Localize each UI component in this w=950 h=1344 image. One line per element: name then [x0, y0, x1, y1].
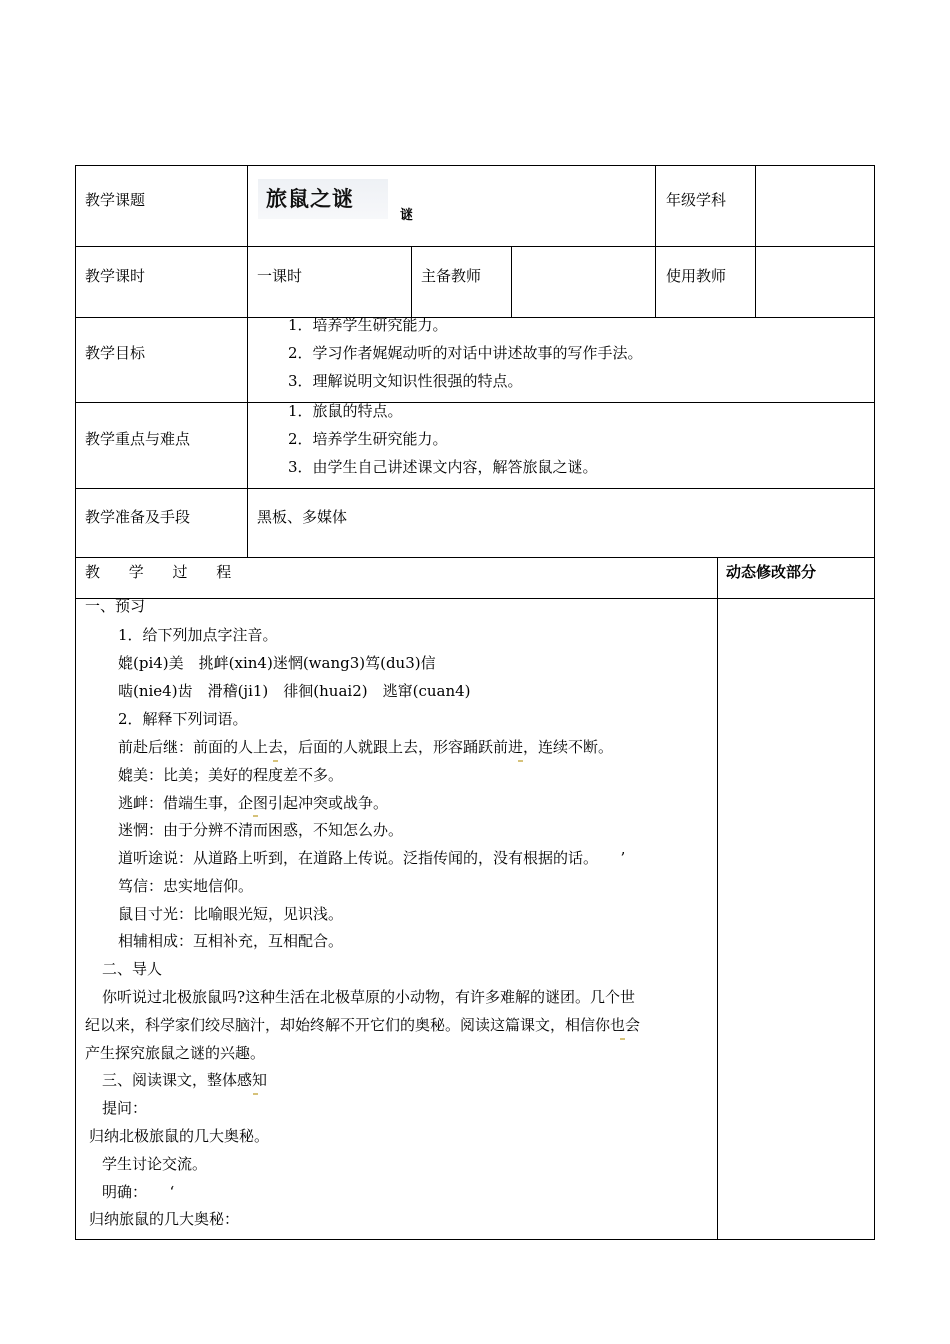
process-line: 逃衅：借端生事，企图引起冲突或战争。 [118, 794, 389, 812]
emphasis-mark [620, 1038, 625, 1040]
row-divider [75, 488, 875, 489]
key-point-item: 1．旅鼠的特点。 [288, 402, 403, 420]
process-line: 道听途说：从道路上听到，在道路上传说。泛指传闻的，没有根据的话。 ’ [118, 849, 626, 867]
row-divider [75, 317, 875, 318]
process-line: 媲美：比美；美好的程度差不多。 [118, 766, 344, 784]
key-points-label: 教学重点与难点 [85, 430, 191, 448]
col-divider [247, 165, 248, 557]
process-line: 你听说过北极旅鼠吗?这种生活在北极草原的小动物，有许多难解的谜团。几个世 [102, 988, 636, 1006]
objective-item: 1．培养学生研究能力。 [288, 316, 448, 334]
process-line: 1．给下列加点字注音。 [118, 626, 278, 644]
process-line: 迷惘：由于分辨不清而困惑，不知怎么办。 [118, 821, 404, 839]
col-divider [411, 246, 412, 317]
key-point-item: 2．培养学生研究能力。 [288, 430, 448, 448]
user-teacher-label: 使用教师 [666, 267, 727, 285]
grade-subject-label: 年级学科 [666, 191, 727, 209]
hours-label: 教学课时 [85, 267, 146, 285]
col-divider [755, 165, 756, 317]
topic-label: 教学课题 [85, 191, 146, 209]
main-teacher-label: 主备教师 [421, 267, 482, 285]
preparation-label: 教学准备及手段 [85, 508, 191, 526]
row-divider [75, 402, 875, 403]
dynamic-edit-header: 动态修改部分 [726, 563, 817, 581]
process-line: 明确： ‘ [102, 1183, 175, 1201]
process-header: 教 学 过 程 [85, 563, 244, 581]
key-point-item: 3．由学生自己讲述课文内容，解答旅鼠之谜。 [288, 458, 598, 476]
process-line: 前赴后继：前面的人上去，后面的人就跟上去，形容踊跃前进，连续不断。 [118, 738, 614, 756]
objectives-label: 教学目标 [85, 344, 146, 362]
emphasis-mark [253, 1093, 258, 1095]
process-line: 三、阅读课文，整体感知 [102, 1071, 268, 1089]
process-line: 归纳旅鼠的几大奥秘： [89, 1210, 240, 1228]
objective-item: 3．理解说明文知识性很强的特点。 [288, 372, 523, 390]
emphasis-mark [273, 760, 278, 762]
process-line: 归纳北极旅鼠的几大奥秘。 [89, 1127, 270, 1145]
row-divider [75, 557, 875, 558]
process-line: 纪以来，科学家们绞尽脑汁，却始终解不开它们的奥秘。阅读这篇课文，相信你也会 [85, 1016, 641, 1034]
process-line: 相辅相成：互相补充，互相配合。 [118, 932, 344, 950]
hours-value: 一课时 [257, 267, 303, 285]
col-divider [717, 557, 718, 1240]
process-line: 鼠目寸光：比喻眼光短，见识浅。 [118, 905, 344, 923]
topic-small-label: 谜 [400, 208, 414, 223]
col-divider [511, 246, 512, 317]
lesson-plan-table [75, 165, 875, 1240]
process-line: 产生探究旅鼠之谜的兴趣。 [85, 1044, 266, 1062]
objective-item: 2．学习作者娓娓动听的对话中讲述故事的写作手法。 [288, 344, 643, 362]
process-line: 笃信：忠实地信仰。 [118, 877, 254, 895]
process-line: 提问： [102, 1099, 148, 1117]
col-divider [655, 165, 656, 317]
process-line: 媲(pi4)美 挑衅(xin4)迷惘(wang3)笃(du3)信 [118, 654, 436, 672]
emphasis-mark [518, 760, 523, 762]
emphasis-mark [253, 815, 258, 817]
row-divider [75, 598, 875, 599]
topic-title-image: 旅鼠之谜 [258, 179, 388, 219]
process-line: 二、导人 [102, 960, 163, 978]
process-line: 学生讨论交流。 [102, 1155, 208, 1173]
preparation-value: 黑板、多媒体 [257, 508, 348, 526]
process-line: 2．解释下列词语。 [118, 710, 248, 728]
col-divider [75, 165, 76, 1240]
col-divider [874, 165, 875, 1240]
row-divider [75, 1239, 875, 1240]
process-line: 啮(nie4)齿 滑稽(ji1) 徘徊(huai2) 逃窜(cuan4) [118, 682, 471, 700]
process-line: 一、预习 [85, 597, 146, 615]
